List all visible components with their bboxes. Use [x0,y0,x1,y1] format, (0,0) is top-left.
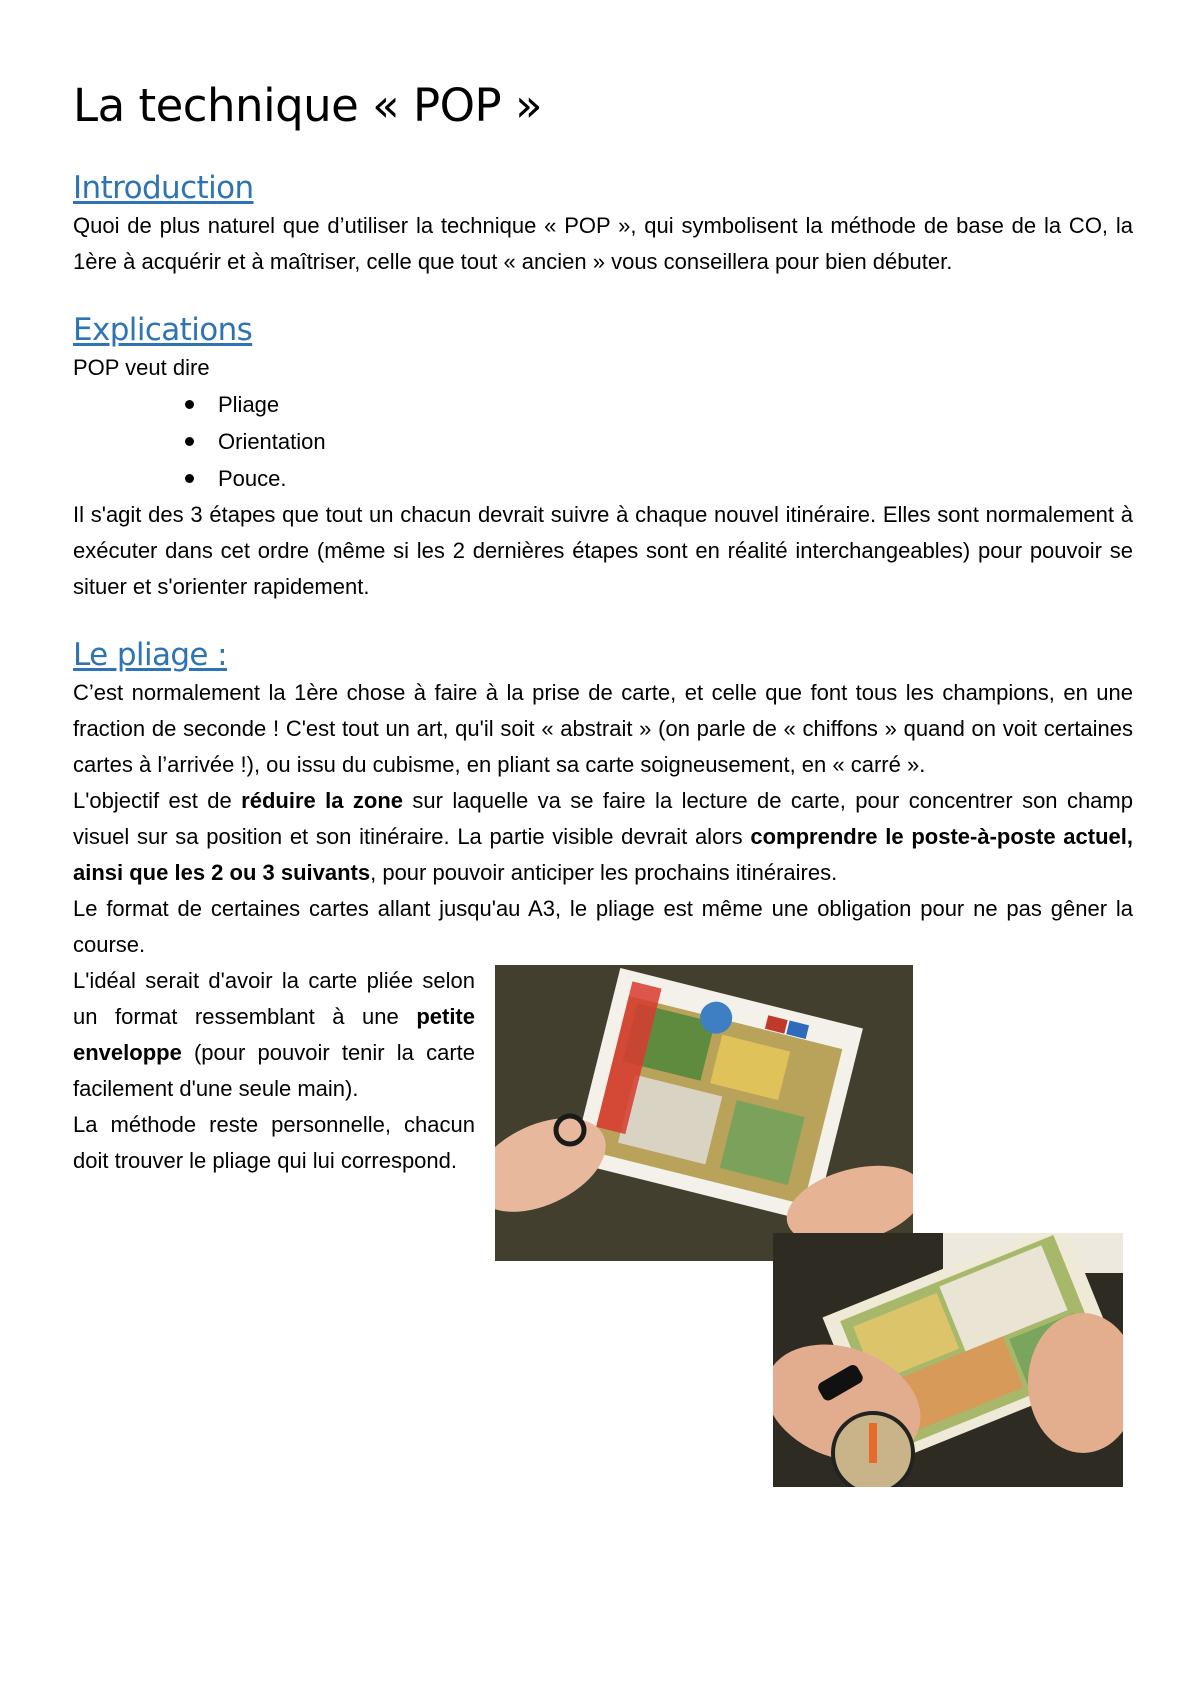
explications-section [73,310,1133,605]
list-item: Pliage [73,386,1133,423]
pliage-section [73,635,1133,1473]
pop-list [73,386,1133,497]
pliage-heading: Le pliage : [73,637,228,673]
pliage-paragraph-3: Le format de certaines cartes allant jusqu'au A3, le pliage est même une obligation pour ne pas gêner la course. [73,896,1133,957]
explications-intro: POP veut dire [73,355,210,380]
text-run: L'idéal serait d'avoir la carte pliée selon un format ressemblant à une [73,968,475,1029]
bold-run: réduire la zone [241,788,403,813]
pliage-paragraph-4 [73,963,475,1107]
text-run: sur laquelle va se faire la lecture de carte, pour concentrer son champ visuel sur sa position et son itinéraire. La partie visible devrait alors [73,788,1133,849]
pliage-paragraph-2 [73,783,1133,891]
list-item: Orientation [73,423,1133,460]
introduction-heading: Introduction [73,170,254,206]
introduction-section [73,168,1133,280]
text-run: (pour pouvoir tenir la carte facilement d'une seule main). [73,1040,475,1101]
introduction-text: Quoi de plus naturel que d’utiliser la technique « POP », qui symbolisent la méthode de base de la CO, la 1ère à acquérir et à maîtriser, celle que tout « ancien » vous conseillera pour bien débuter. [73,213,1133,274]
text-run: L'objectif est de [73,788,242,813]
photo-folded-map-illustration [495,965,913,1261]
text-run: , pour pouvoir anticiper les prochains itinéraires. [370,860,838,885]
pliage-paragraph-1: C’est normalement la 1ère chose à faire à la prise de carte, et celle que font tous les champions, en une fraction de seconde ! C'est tout un art, qu'il soit « abstrait » (on parle de « chiffons » quand on voit certaines cartes à l’arrivée !), ou issu du cubisme, en pliant sa carte soigneusement, en « carré ». [73,680,1133,777]
photo-compass-map-hands [773,1233,1123,1487]
page-title: La technique « POP » [73,79,543,132]
explications-heading: Explications [73,312,253,348]
document-page [73,78,1133,1473]
photo-compass-map-illustration [773,1233,1123,1487]
pliage-paragraph-5: La méthode reste personnelle, chacun doit trouver le pliage qui lui correspond. [73,1112,475,1173]
explications-text: Il s'agit des 3 étapes que tout un chacun devrait suivre à chaque nouvel itinéraire. Elles sont normalement à exécuter dans cet ordre (même si les 2 dernières étapes sont en réalité interchangeables) pour pouvoir se situer et s'orienter rapidement. [73,502,1133,599]
pliage-left-column [73,963,475,1179]
bold-run: comprendre le poste-à-poste actuel, ainsi que les 2 ou 3 suivants [73,824,1134,885]
list-item: Pouce. [73,460,1133,497]
pliage-two-column [73,963,1133,1473]
bold-run: petite enveloppe [73,1004,475,1065]
photo-folded-map-hands [495,965,913,1261]
